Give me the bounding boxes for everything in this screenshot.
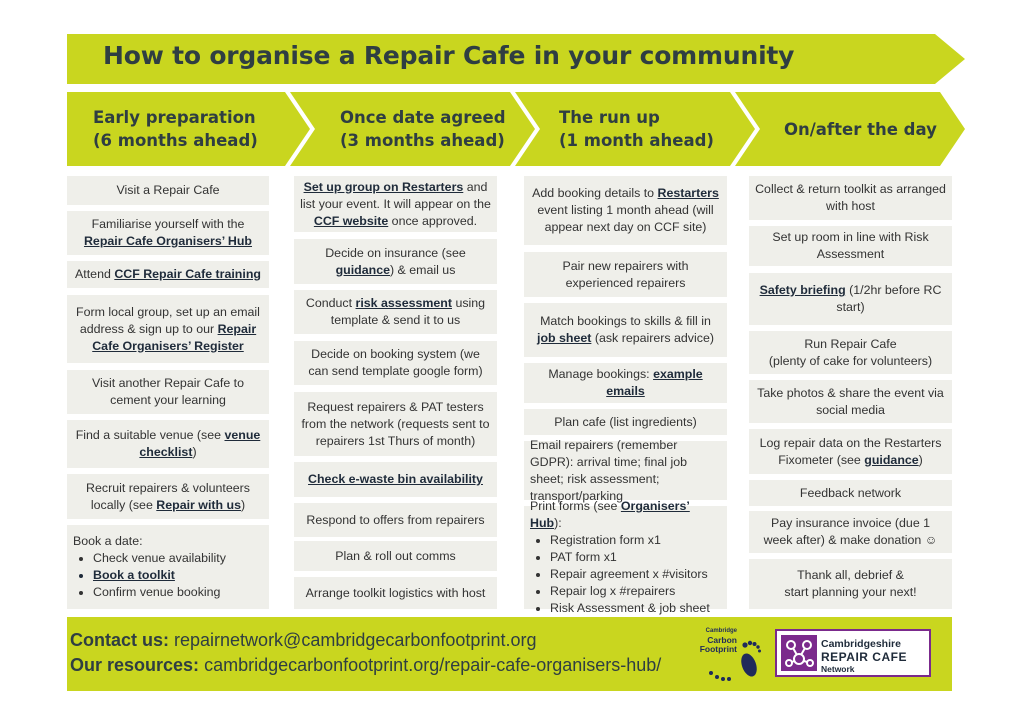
stage-label: Once date agreed (3 months ahead) bbox=[340, 108, 506, 150]
step-print-forms: Print forms (see Organisers’ Hub): • Registration form x1 • PAT form x1 • Repair agreement x #visitors • Repair log x #repairers • Risk Assessment & job sheet bbox=[524, 506, 727, 609]
step-request-repairers: Request repairers & PAT testers from the network (requests sent to repairers 1st Thurs of month) bbox=[294, 392, 497, 456]
ccf-logo: Cambridge Carbon Footprint bbox=[697, 627, 763, 683]
list-item: • Check venue availability bbox=[93, 550, 263, 567]
insurance-guidance-link[interactable]: guidance bbox=[335, 262, 390, 277]
step-booking-system: Decide on booking system (we can send template google form) bbox=[294, 341, 497, 385]
step-familiarise-hub: Familiarise yourself with the Repair Cafe Organisers’ Hub bbox=[67, 211, 269, 255]
ccf-training-link[interactable]: CCF Repair Cafe training bbox=[114, 267, 261, 281]
step-find-venue: Find a suitable venue (see venue checklist) bbox=[67, 420, 269, 468]
step-add-booking-details: Add booking details to Restarters event listing 1 month ahead (will appear next day on CCF site) bbox=[524, 176, 727, 245]
step-setup-restarters: Set up group on Restarters and list your event. It will appear on the CCF website once approved. bbox=[294, 176, 497, 232]
job-sheet-link[interactable]: job sheet bbox=[537, 331, 592, 345]
step-insurance: Decide on insurance (see guidance) & email us bbox=[294, 239, 497, 284]
page-title: How to organise a Repair Cafe in your community bbox=[103, 41, 795, 70]
stage-on-after-the-day bbox=[735, 92, 965, 166]
list-item: • Registration form x1 bbox=[550, 532, 721, 549]
title-banner bbox=[67, 34, 965, 84]
list-item: • PAT form x1 bbox=[550, 549, 721, 566]
step-match-bookings: Match bookings to skills & fill in job sheet (ask repairers advice) bbox=[524, 303, 727, 357]
step-log-repair-data: Log repair data on the Restarters Fixometer (see guidance) bbox=[749, 429, 952, 474]
step-safety-briefing: Safety briefing (1/2hr before RC start) bbox=[749, 273, 952, 325]
fixometer-guidance-link[interactable]: guidance bbox=[864, 452, 919, 467]
step-manage-bookings: Manage bookings: example emails bbox=[524, 363, 727, 403]
stage-label: Early preparation (6 months ahead) bbox=[93, 108, 258, 150]
step-take-photos: Take photos & share the event via social media bbox=[749, 380, 952, 423]
step-plan-comms: Plan & roll out comms bbox=[294, 541, 497, 571]
repair-cafe-network-logo: Cambridgeshire REPAIR CAFE Network bbox=[775, 629, 931, 677]
step-feedback-network: Feedback network bbox=[749, 480, 952, 506]
step-collect-toolkit: Collect & return toolkit as arranged with host bbox=[749, 176, 952, 220]
step-setup-room: Set up room in line with Risk Assessment bbox=[749, 226, 952, 266]
step-visit-repair-cafe: Visit a Repair Cafe bbox=[67, 176, 269, 205]
footprint-icon bbox=[697, 627, 763, 683]
step-run-repair-cafe: Run Repair Cafe (plenty of cake for volunteers) bbox=[749, 331, 952, 374]
resources-url-link[interactable]: cambridgecarbonfootprint.org/repair-cafe-organisers-hub/ bbox=[204, 655, 662, 675]
step-email-repairers: Email repairers (remember GDPR): arrival time; final job sheet; risk assessment; transport/parking bbox=[524, 441, 727, 500]
step-pay-insurance: Pay insurance invoice (due 1 week after) & make donation ☺ bbox=[749, 511, 952, 553]
risk-assessment-link[interactable]: risk assessment bbox=[355, 296, 452, 310]
safety-briefing-link[interactable]: Safety briefing bbox=[759, 283, 846, 297]
stage-label: The run up (1 month ahead) bbox=[559, 108, 714, 150]
venue-checklist-link[interactable]: venue checklist bbox=[139, 428, 261, 459]
organisers-hub-link[interactable]: Repair Cafe Organisers’ Hub bbox=[83, 234, 253, 248]
restarters-link[interactable]: Restarters bbox=[657, 186, 719, 200]
list-item: • Repair agreement x #visitors bbox=[550, 566, 721, 583]
restarters-setup-link[interactable]: Set up group on Restarters bbox=[303, 179, 464, 194]
stage-the-run-up bbox=[515, 92, 755, 166]
network-icon bbox=[781, 635, 817, 671]
step-ewaste-bin bbox=[294, 462, 497, 497]
contact-line: Contact us: repairnetwork@cambridgecarbonfootprint.org bbox=[70, 630, 537, 650]
step-form-local-group: Form local group, set up an email address & sign up to our Repair Cafe Organisers’ Register bbox=[67, 295, 269, 363]
list-item: • Risk Assessment & job sheet bbox=[550, 600, 721, 617]
step-plan-cafe: Plan cafe (list ingredients) bbox=[524, 409, 727, 435]
list-item: • Repair log x #repairers bbox=[550, 583, 721, 600]
footer bbox=[67, 617, 952, 691]
list-item: • Confirm venue booking bbox=[93, 584, 263, 601]
organisers-register-link[interactable]: Repair Cafe Organisers’ Register bbox=[92, 321, 257, 353]
stage-early-preparation bbox=[67, 92, 310, 166]
organisers-hub-link-2[interactable]: Organisers’ Hub bbox=[530, 499, 690, 530]
stage-once-date-agreed bbox=[290, 92, 535, 166]
step-visit-another: Visit another Repair Cafe to cement your learning bbox=[67, 370, 269, 414]
repair-with-us-link[interactable]: Repair with us bbox=[156, 497, 241, 512]
step-thank-all: Thank all, debrief & start planning your next! bbox=[749, 559, 952, 609]
example-emails-link[interactable]: example emails bbox=[606, 367, 703, 398]
resources-line: Our resources: cambridgecarbonfootprint.org/repair-cafe-organisers-hub/ bbox=[70, 655, 662, 675]
step-pair-repairers: Pair new repairers with experienced repairers bbox=[524, 252, 727, 297]
step-risk-assessment: Conduct risk assessment using template & send it to us bbox=[294, 290, 497, 334]
contact-email-link[interactable]: repairnetwork@cambridgecarbonfootprint.org bbox=[174, 630, 537, 650]
ccf-website-link[interactable]: CCF website bbox=[313, 213, 389, 228]
stage-label: On/after the day bbox=[784, 119, 937, 139]
book-toolkit-link[interactable]: • Book a toolkit bbox=[93, 567, 263, 584]
step-recruit-repairers: Recruit repairers & volunteers locally (see Repair with us) bbox=[67, 474, 269, 519]
step-attend-training: Attend CCF Repair Cafe training bbox=[67, 261, 269, 288]
step-respond-offers: Respond to offers from repairers bbox=[294, 503, 497, 537]
ewaste-bin-link[interactable]: Check e-waste bin availability bbox=[308, 472, 483, 486]
step-book-date: Book a date: • Check venue availability • Book a toolkit • Confirm venue booking bbox=[67, 525, 269, 609]
step-toolkit-logistics: Arrange toolkit logistics with host bbox=[294, 577, 497, 609]
